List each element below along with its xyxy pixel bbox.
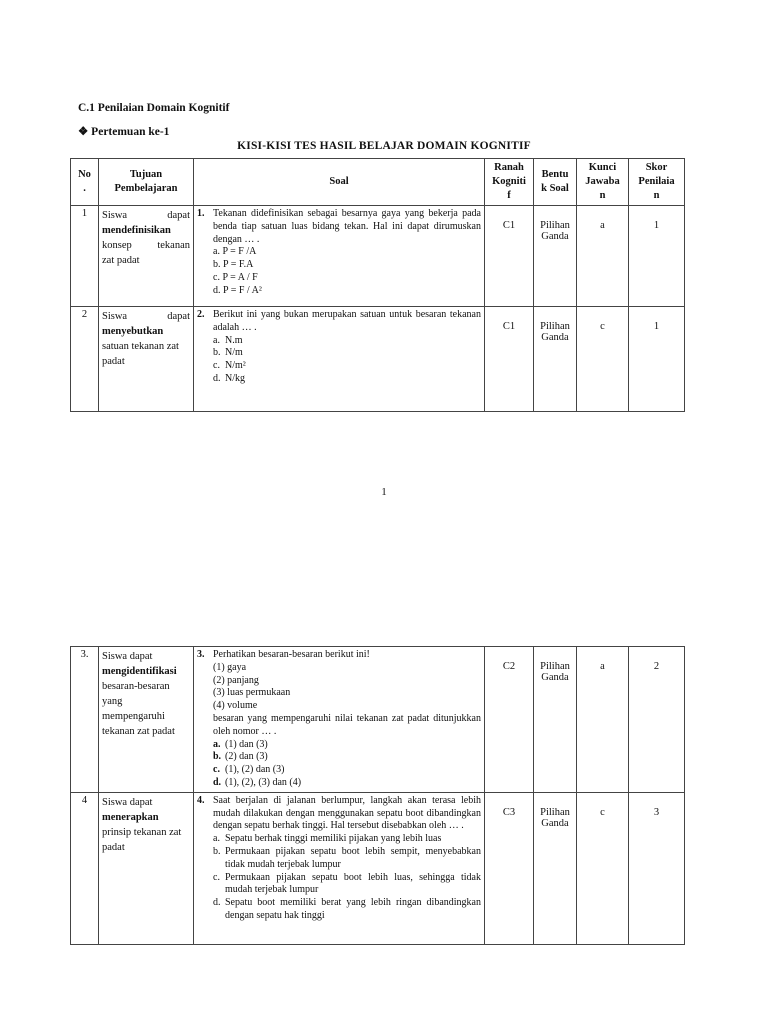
question-number: 4.: [197, 794, 205, 806]
cognitive-level: C2: [485, 647, 534, 793]
option-d: N/kg: [225, 372, 245, 384]
question-number: 2.: [197, 309, 205, 320]
list-item: (3) luas permukaan: [213, 687, 291, 699]
question-text: Tekanan didefinisikan sebagai besarnya gaya yang bekerja pada benda tiap satuan luas bidang tekan. Hal ini dapat dirumuskan dengan … .: [213, 208, 481, 245]
objective-keyword: menyebutkan: [102, 326, 164, 337]
header-tujuan: Tujuan Pembelajaran: [99, 159, 194, 206]
option-c: N/m²: [225, 360, 246, 372]
answer-key: c: [577, 307, 629, 412]
question-form: Pilihan Ganda: [534, 206, 577, 307]
row-number: 1: [71, 206, 99, 307]
score: 1: [629, 206, 685, 307]
learning-objective: Siswa dapat mendefinisikan konsep tekanan zat padat: [99, 206, 194, 307]
header-no-text: No .: [78, 169, 91, 194]
learning-objective: Siswa dapat menerapkan prinsip tekanan zat padat: [99, 792, 194, 944]
list-item: (1) gaya: [213, 661, 247, 673]
header-kunci: Kunci Jawaba n: [577, 159, 629, 206]
option-b: (2) dan (3): [225, 751, 268, 763]
question-text: Saat berjalan di jalanan berlumpur, langkah akan terasa lebih mudah dilakukan dengan menggunakan sepatu boot dibandingkan dengan sepatu berhak tinggi. Hal tersebut disebabkan oleh … .: [213, 794, 481, 832]
row-number: 4: [71, 792, 99, 944]
score: 2: [629, 647, 685, 793]
header-bentuk: Bentu k Soal: [534, 159, 577, 206]
question-cell: 4. Saat berjalan di jalanan berlumpur, langkah akan terasa lebih mudah dilakukan dengan menggunakan sepatu boot dibandingkan dengan sepatu berhak tinggi. Hal tersebut disebabkan oleh … . a. Sepatu berhak tinggi memiliki pijakan yang lebih luas b. Permukaan pijakan sepatu boot lebih sempit, menyebabkan tidak mudah terjebak lumpur c. Permukaan pijakan sepatu boot lebih luas, sehingga tidak mudah terjebak lumpur d. Sepatu boot memiliki berat yang lebih ringan dibandingkan dengan sepatu hak tinggi: [194, 792, 485, 944]
option-c: c. P = A / F: [213, 271, 258, 283]
question-cell: 3. Perhatikan besaran-besaran berikut ini! (1) gaya (2) panjang (3) luas permukaan (4) volume besaran yang mempengaruhi nilai tekanan zat padat ditunjukkan oleh nomor … . a. (1) dan (3) b. (2) dan (3) c. (1), (2) dan (3) d. (1), (2), (3) dan (4): [194, 647, 485, 793]
question-text: Berikut ini yang bukan merupakan satuan untuk besaran tekanan adalah … .: [213, 309, 481, 333]
list-item: (4) volume: [213, 700, 258, 712]
row-number: 3.: [71, 647, 99, 793]
assessment-table-part2: [70, 646, 685, 945]
table-header-row: [71, 159, 685, 206]
answer-key: a: [577, 647, 629, 793]
page-number: 1: [381, 486, 387, 498]
question-text-2: besaran yang mempengaruhi nilai tekanan zat padat ditunjukkan oleh nomor … .: [213, 712, 481, 737]
cognitive-level: C3: [485, 792, 534, 944]
question-number: 3.: [197, 649, 205, 660]
learning-objective: Siswa dapat mengidentifikasi besaran-besaran yang mempengaruhi tekanan zat padat: [99, 647, 194, 793]
question-number: 1.: [197, 208, 205, 219]
cognitive-level: C1: [485, 307, 534, 412]
option-a: (1) dan (3): [225, 738, 268, 750]
cognitive-level: C1: [485, 206, 534, 307]
question-form: Pilihan Ganda: [534, 647, 577, 793]
meeting-label: ❖ Pertemuan ke-1: [78, 126, 170, 138]
list-item: (2) panjang: [213, 674, 259, 686]
row-number: 2: [71, 307, 99, 412]
question-cell: 2. Berikut ini yang bukan merupakan satuan untuk besaran tekanan adalah … . a. N.m b. N/m c. N/m² d. N/kg: [194, 307, 485, 412]
option-c: (1), (2) dan (3): [225, 764, 285, 776]
option-a: Sepatu berhak tinggi memiliki pijakan yang lebih luas: [225, 833, 442, 845]
score: 3: [629, 792, 685, 944]
question-cell: [194, 206, 485, 307]
section-heading: C.1 Penilaian Domain Kognitif: [78, 102, 230, 114]
question-text: Perhatikan besaran-besaran berikut ini!: [213, 649, 370, 660]
option-a: a. P = F /A: [213, 246, 257, 258]
table-row: [71, 307, 685, 412]
option-b: N/m: [225, 347, 243, 359]
header-soal: Soal: [194, 159, 485, 206]
answer-key: a: [577, 206, 629, 307]
assessment-table-part1: [70, 158, 685, 412]
header-ranah: Ranah Kogniti f: [485, 159, 534, 206]
option-b: b. P = F.A: [213, 259, 254, 271]
header-no: [71, 159, 99, 206]
table-row: [71, 647, 685, 793]
answer-key: c: [577, 792, 629, 944]
question-form: Pilihan Ganda: [534, 792, 577, 944]
table-row: [71, 792, 685, 944]
objective-keyword: menerapkan: [102, 811, 159, 823]
option-d: d. P = F / A²: [213, 284, 262, 296]
header-skor: Skor Penilaia n: [629, 159, 685, 206]
table-row: [71, 206, 685, 307]
score: 1: [629, 307, 685, 412]
objective-keyword: mengidentifikasi: [102, 666, 177, 677]
option-a: N.m: [225, 334, 243, 346]
learning-objective: Siswa dapat menyebutkan satuan tekanan zat padat: [99, 307, 194, 412]
document-title: KISI-KISI TES HASIL BELAJAR DOMAIN KOGNITIF: [237, 140, 531, 152]
option-c: Permukaan pijakan sepatu boot lebih luas, sehingga tidak mudah terjebak lumpur: [225, 871, 481, 896]
question-form: Pilihan Ganda: [534, 307, 577, 412]
option-d: Sepatu boot memiliki berat yang lebih ringan dibandingkan dengan sepatu hak tinggi: [225, 897, 481, 921]
option-b: Permukaan pijakan sepatu boot lebih sempit, menyebabkan tidak mudah terjebak lumpur: [225, 845, 481, 870]
option-d: (1), (2), (3) dan (4): [225, 776, 302, 788]
objective-keyword: mendefinisikan: [102, 225, 171, 236]
